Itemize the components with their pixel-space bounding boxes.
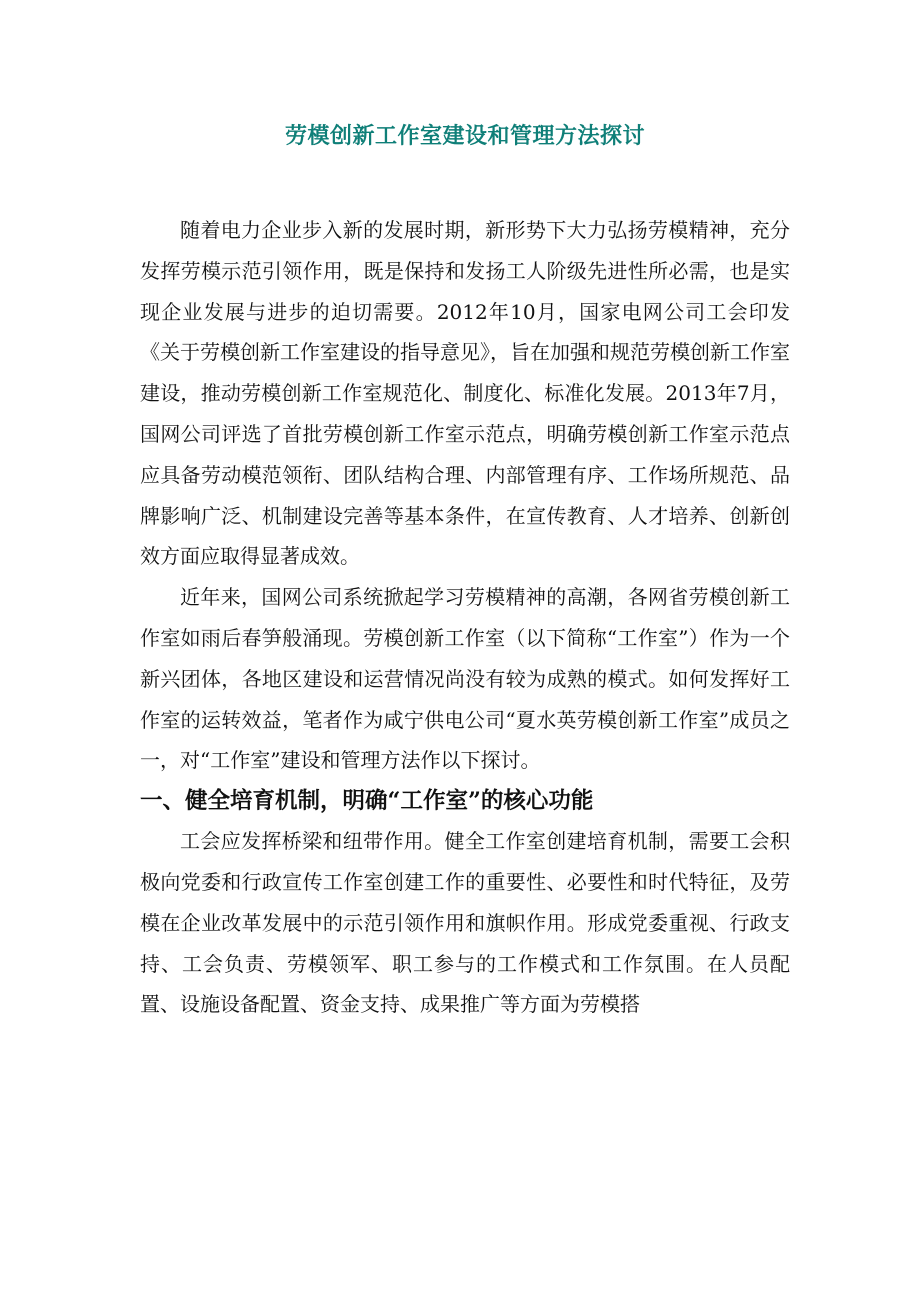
paragraph-background: 近年来，国网公司系统掀起学习劳模精神的高潮，各网省劳模创新工作室如雨后春笋般涌现。劳模创新工作室（以下简称“工作室”）作为一个新兴团体，各地区建设和运营情况尚没有较为成熟的模式。如何发挥好工作室的运转效益，笔者作为咸宁供电公司“夏水英劳模创新工作室”成员之一，对“工作室”建设和管理方法作以下探讨。 (140, 585, 790, 773)
section-heading: 一、健全培育机制，明确“工作室”的核心功能 (140, 788, 594, 815)
paragraph-section-one: 工会应发挥桥梁和纽带作用。健全工作室创建培育机制，需要工会积极向党委和行政宣传工作室创建工作的重要性、必要性和时代特征，及劳模在企业改革发展中的示范引领作用和旗帜作用。形成党委重视、行政支持、工会负责、劳模领军、职工参与的工作模式和工作氛围。在人员配置、设施设备配置、资金支持、成果推广等方面为劳模搭 (140, 829, 790, 1017)
paragraph-intro: 随着电力企业步入新的发展时期，新形势下大力弘扬劳模精神，充分发挥劳模示范引领作用，既是保持和发扬工人阶级先进性所必需，也是实现企业发展与进步的迫切需要。2012年10月，国家电网公司工会印发《关于劳模创新工作室建设的指导意见》，旨在加强和规范劳模创新工作室建设，推动劳模创新工作室规范化、制度化、标准化发展。2013年7月，国网公司评选了首批劳模创新工作室示范点，明确劳模创新工作室示范点应具备劳动模范领衔、团队结构合理、内部管理有序、工作场所规范、品牌影响广泛、机制建设完善等基本条件，在宣传教育、人才培养、创新创效方面应取得显著成效。 (140, 218, 790, 569)
document-title: 劳模创新工作室建设和管理方法探讨 (284, 124, 645, 149)
document-body (140, 210, 790, 1025)
